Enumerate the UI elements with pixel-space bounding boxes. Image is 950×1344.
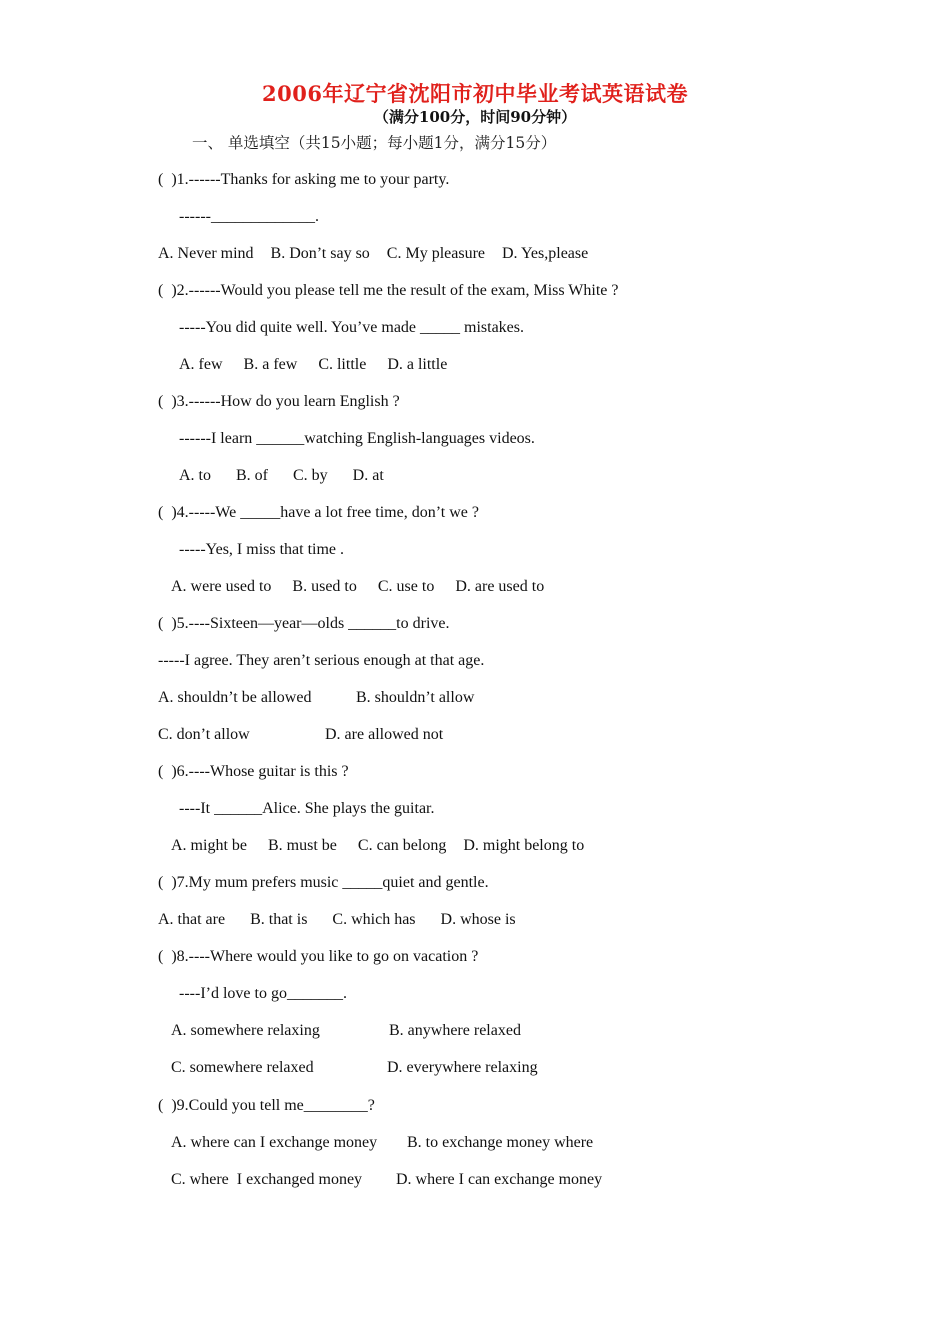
question-6-options: [171, 836, 584, 856]
option-d[interactable]: D. might belong to: [463, 837, 585, 854]
option-d[interactable]: D. are used to: [455, 578, 545, 595]
question-8-stem: ( )8.----Where would you like to go on vacation ?: [158, 948, 479, 965]
question-7-stem: ( )7.My mum prefers music _____quiet and gentle.: [158, 874, 489, 891]
question-6-stem: ( )6.----Whose guitar is this ?: [158, 763, 349, 780]
option-a[interactable]: A. Never mind: [158, 245, 254, 262]
question-2-stem: ( )2.------Would you please tell me the result of the exam, Miss White ?: [158, 282, 619, 299]
question-2-options: [179, 355, 447, 375]
option-b[interactable]: B. Don’t say so: [270, 245, 370, 262]
option-b[interactable]: B. that is: [250, 911, 308, 928]
question-5-stem: ( )5.----Sixteen—year—olds ______to drive.: [158, 615, 450, 632]
question-3-reply: ------I learn ______watching English-languages videos.: [179, 430, 535, 447]
option-a[interactable]: A. to: [179, 467, 211, 484]
question-9-option-c[interactable]: C. where I exchanged money: [171, 1171, 363, 1188]
option-b[interactable]: B. a few: [243, 356, 298, 373]
question-1-options: [158, 244, 588, 264]
question-7-options: [158, 910, 516, 930]
option-b[interactable]: B. must be: [268, 837, 337, 854]
option-b[interactable]: B. used to: [292, 578, 357, 595]
option-a[interactable]: A. might be: [171, 837, 247, 854]
question-5-option-d[interactable]: D. are allowed not: [325, 726, 444, 743]
option-d[interactable]: D. Yes,please: [502, 245, 589, 262]
question-9-stem: ( )9.Could you tell me________?: [158, 1097, 375, 1114]
option-c[interactable]: C. by: [293, 467, 328, 484]
question-3-stem: ( )3.------How do you learn English ?: [158, 393, 400, 410]
question-4-options: [171, 577, 544, 597]
question-8-option-d[interactable]: D. everywhere relaxing: [387, 1059, 538, 1076]
section-heading: 一、 单选填空（共15小题；每小题1分，满分15分）: [192, 134, 557, 152]
question-6-reply: ----It ______Alice. She plays the guitar.: [179, 800, 435, 817]
question-9-option-b[interactable]: B. to exchange money where: [407, 1134, 594, 1151]
option-c[interactable]: C. My pleasure: [386, 245, 485, 262]
question-4-stem: ( )4.-----We _____have a lot free time, don’t we ?: [158, 504, 479, 521]
question-8-option-a[interactable]: A. somewhere relaxing: [171, 1022, 320, 1039]
question-1-reply: ------_____________.: [179, 208, 319, 225]
question-4-reply: -----Yes, I miss that time .: [179, 541, 345, 558]
page-subtitle: （满分100分，时间90分钟）: [373, 108, 577, 126]
option-b[interactable]: B. of: [236, 467, 268, 484]
question-8-option-c[interactable]: C. somewhere relaxed: [171, 1059, 314, 1076]
option-a[interactable]: A. few: [179, 356, 223, 373]
question-9-option-a[interactable]: A. where can I exchange money: [171, 1134, 378, 1151]
question-2-reply: -----You did quite well. You’ve made _____ mistakes.: [179, 319, 525, 336]
option-d[interactable]: D. at: [352, 467, 384, 484]
question-5-option-a[interactable]: A. shouldn’t be allowed: [158, 689, 312, 706]
option-c[interactable]: C. use to: [377, 578, 435, 595]
question-5-reply: -----I agree. They aren’t serious enough at that age.: [158, 652, 485, 669]
option-a[interactable]: A. were used to: [171, 578, 272, 595]
page-title: 2006年辽宁省沈阳市初中毕业考试英语试卷: [262, 81, 688, 106]
question-3-options: [179, 466, 384, 486]
question-8-option-b[interactable]: B. anywhere relaxed: [389, 1022, 521, 1039]
option-c[interactable]: C. can belong: [357, 837, 447, 854]
question-5-option-c[interactable]: C. don’t allow: [158, 726, 250, 743]
option-c[interactable]: C. which has: [332, 911, 416, 928]
question-8-reply: ----I’d love to go_______.: [179, 985, 347, 1002]
question-1-stem: ( )1.------Thanks for asking me to your party.: [158, 171, 450, 188]
question-5-option-b[interactable]: B. shouldn’t allow: [356, 689, 475, 706]
option-a[interactable]: A. that are: [158, 911, 226, 928]
option-c[interactable]: C. little: [318, 356, 367, 373]
question-9-option-d[interactable]: D. where I can exchange money: [396, 1171, 603, 1188]
option-d[interactable]: D. whose is: [440, 911, 516, 928]
option-d[interactable]: D. a little: [387, 356, 448, 373]
